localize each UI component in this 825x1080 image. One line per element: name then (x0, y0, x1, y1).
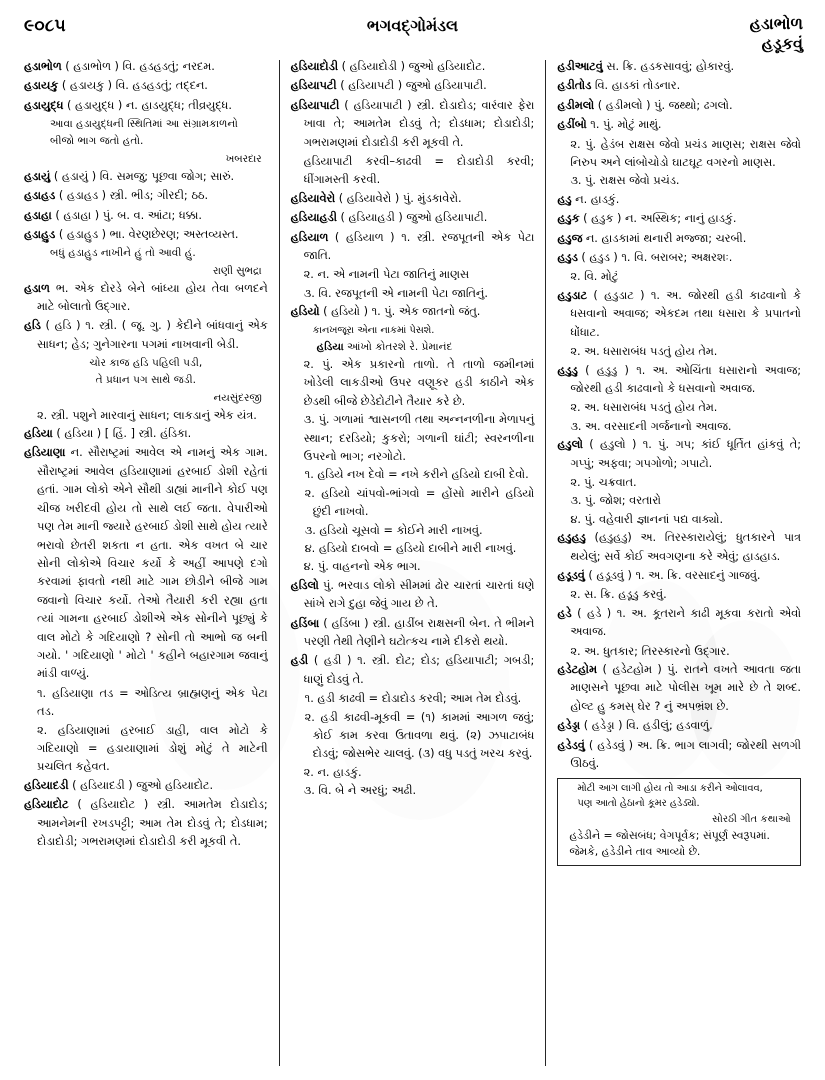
dictionary-entry: હડિયાદોડી ( હડિયાદોડી ) જુઓ હડિયાદોટ. (290, 60, 486, 73)
entry-idiom: ૪. હડિયો દાબવો = હડિયો દાબીને મારી નાખવું. (304, 541, 517, 555)
entry-headword: હડુડ (557, 251, 578, 265)
column-rule (279, 60, 280, 1066)
quotation-keyword: હડિયા (316, 340, 344, 353)
entry-sense: ૧. હડિયાણા તડ = ઓડિત્ય બ્રાહ્મણનું એક પેટા તડ. (37, 686, 268, 719)
guide-word-first: હડાભોળ (749, 14, 803, 33)
entry-headword: હડિયા (24, 427, 53, 441)
entry-idiom: ૨. હડી કાઢવી-મૂકવી = (૧) કામમાં આગળ જવું; કોઈ કામ કરવા ઉતાવળા થવું. (૨) ઝપાટાબંધ દોડવું; જોસભેર ચાલવું. (૩) વધુ પડતું ખરચ કરવું. (304, 710, 535, 761)
entry-headword: હડી (290, 654, 309, 668)
entry-sense: ૨. અ. ધસારાબંધ પડતું હોય તેમ. (570, 401, 718, 415)
footnote-line: પણ આતો હેઠાનો કૂમર હડેડ્યો. (577, 798, 700, 810)
dictionary-entry: હડિયાણા ન. સૌરાષ્ટ્રમાં આવેલ એ નામનું એક ગામ. સૌરાષ્ટ્રમાં આવેલ હડિયાણામાં હરબાઈ ડોશી રહેતાં હતાં. ગામ લોકો એને સૌથી ડાહ્યાં માનીને કોઈ પણ ચીજ ખરીદવી હોય તો સાથે લઈ જતા. વેપારીઓ પણ તેમ માની જ્યારે હરબાઈ ડોશી સાથે હોય ત્યારે ભરાવો છેતરી શકતા ન હતા. એક વખત બે ચાર સોની લોકોએ વિચાર કર્યો કે અહીં આપણે દગો કરવામાં ફાવતો નથી માટે ગામ છોડીને બીજે ગામ જવાનો વિચાર કર્યો. તેઓ તૈયારી કરી રહ્યા હતા ત્યાં ગામના હરબાઈ ડોશીએ એક સોનીને પૂછ્યું કે વાલ મોટો કે ગદિયાણો ? સોની તો આભો જ બની ગયો. ' ગદિયાણો ' મોટો ' કહીને બહારગામ જવાનું માંડી વાળ્યું. (24, 446, 268, 681)
entry-headword: હડૂડવું (557, 568, 585, 582)
entry-idiom: ૧. હડી કાઢવી = દોડાદોડ કરવી; આમ તેમ દોડવું. (304, 692, 522, 706)
entry-quotation: તે પ્રધાન પગ સાથે જડી. (95, 374, 197, 387)
dictionary-entry: હડિયાદડી ( હડિયાદડી ) જુઓ હડિયાદોટ. (24, 778, 214, 792)
entry-sense: ૩. વિ. બે ને અરધું; અઢી. (303, 784, 417, 798)
dictionary-entry: હડિ ( હડિ ) ૧. સ્ત્રી. ( જૂ. ગુ. ) કેદીને બાંધવાનું એક સાધન; હેડ; ગુનેગારના પગમાં નાખવાની બેડી. (24, 319, 268, 351)
entry-headword: હડિયાહડી (290, 211, 337, 225)
quotation-attribution: ખબરદાર (225, 152, 262, 165)
entry-sense: ૨. સ્ત્રી. પશુને મારવાનું સાધન; લાકડાનું એક યંત્ર. (37, 408, 257, 422)
entry-headword: હડિયાદોડી (290, 60, 339, 73)
entry-headword: હડુહડુ (557, 531, 586, 545)
dictionary-entry: હડુ ન. હાડકું. (557, 192, 620, 206)
entry-sense: ૩. પું. જોશ; વરતારો (570, 494, 661, 508)
dictionary-entry: હડી ( હડી ) ૧. સ્ત્રી. દોટ; દોડ; હડિયાપાટી; ગબડી; ધાણું દોડવું તે. (290, 654, 535, 686)
entry-headword: હડીંબો (557, 118, 587, 132)
entry-quotation: ચોર કાજ હડિ પહિલી પડી, (89, 357, 203, 370)
dictionary-entry: હડાહુડ ( હડાહુડ ) ભા. વેરણછેરણ; અસ્તવ્યસ્ત. (24, 227, 239, 241)
entry-headword: હડિયાવેરો (290, 191, 336, 205)
entry-sense: ૨. અ. ધુતકાર; તિરસ્કારનો ઉદ્ગાર. (570, 644, 730, 658)
entry-sense: ૨. વિ. મોટું (570, 270, 619, 284)
entry-quotation: બીજો ભાગ જતો હતો. (50, 135, 144, 148)
dictionary-entry: હડિયાવેરો ( હડિયાવેરો ) પું. મુંડકાવેરો. (290, 191, 462, 205)
entry-sense: ૩. પું. ગળામાં શ્વાસનળી તથા અન્નનળીના મેળાપનું સ્થાન; દરડિયો; કુકરો; ગળાની ઘાંટી; સ્વરનળીના ઉપરનો ભાગ; નરગોટો. (303, 413, 535, 463)
entry-headword: હડિયો (290, 305, 320, 319)
entry-headword: હડીતોડ (557, 79, 592, 93)
entry-sense: ૩. અ. વરસાદની ગર્જનાનો અવાજ. (570, 419, 732, 433)
dictionary-entry: હડીતોડ વિ. હાડકાં તોડનાર. (557, 79, 681, 93)
entry-sense: ૨. પું. એક પ્રકારનો તાળો. તે તાળો જમીનમાં ખોડેલી લાકડીઓ ઉપર વણૂકર હડી કાઠીને એક છેડથી બીજે છેડેદોટીને તૈયાર કરે છે. (303, 357, 535, 408)
entry-headword: હડેટહોમ (557, 663, 597, 676)
column-1 (16, 58, 276, 1068)
dictionary-entry: હડિંબા ( હડિંબા ) સ્ત્રી. હાડીંબ રાક્ષસની બેન. તે ભીમને પરણી તેથી તેણીને ઘટોત્કચ નામે દીકરો થયો. (290, 616, 535, 649)
dictionary-entry: હડુલો ( હડુલો ) ૧. પું. ગપ; કાંઈ ધૂર્તિત હાંકવું તે; ગપ્પું; અફવા; ગપગોળો; ગપાટો. (557, 438, 802, 470)
entry-sense: ૨. પું. ચક્રવાત. (570, 475, 637, 489)
dictionary-entry: હડાભોળ ( હડાભોળ ) વિ. હડહડતું; નરદમ. (24, 60, 215, 73)
dictionary-entry: હડીમલો ( હડીમલો ) પું. જથ્થો; ઢગલો. (557, 98, 733, 112)
dictionary-entry: હડાયકુ ( હડાયકુ ) વિ. હડહડતું; તદ્દન. (24, 79, 208, 93)
dictionary-entry: હડિયો ( હડિયો ) ૧. પું. એક જાતનો જંતુ. (290, 305, 481, 319)
entry-sense: ૨. ન. એ નામની પેટા જાતિનું માણસ (303, 268, 470, 282)
dictionary-entry: હડાહા ( હડાહા ) પું. બ. વ. આંટા; ધક્કા. (24, 208, 202, 222)
entry-sense: ૨. પું. હેડંબ રાક્ષસ જેવો પ્રચંડ માણસ; રાક્ષસ જેવો નિરુપ અને લાંબોચોડો ઘાટઘૂટ વગરનો માણસ. (570, 137, 802, 170)
entry-headword: હડિયાપટી (290, 79, 337, 93)
entry-headword: હડિંબા (290, 616, 320, 630)
entry-sense: ૪. પું. વાહનનો એક ભાગ. (303, 560, 421, 574)
footnote-line: મોટી આગ લાગી હોય તો આડા કરીને ઓલાવવ, (577, 783, 763, 795)
entry-quotation: આવા હડાયુદ્ધની સ્થિતિમાં આ સંગ્રામકાળનો (50, 118, 238, 131)
dictionary-entry: હડાહડ ( હડાહડ ) સ્ત્રી. ભીડ; ગીરદી; ઠઠ. (24, 189, 209, 203)
entry-sense: હડિયાપાટી કરવી–કાઢવી = દોડાદોડી કરવી; ધીંગામસ્તી કરવી. (303, 155, 535, 187)
guide-words (750, 14, 803, 54)
dictionary-entry: હડીંબો ૧. પું. મોટું માથું. (557, 118, 662, 132)
dictionary-entry: હડેડવું ( હડેડવું ) અ. ક્રિ. ભાગ લાગવી; જોરથી સળગી ઊઠવું. (557, 738, 802, 771)
folio-number: ૯૦૮૫ (24, 16, 67, 36)
book-title: ભગવદ્ગોમંડલ (366, 16, 459, 35)
entry-headword: હડાળ (24, 281, 50, 295)
entry-idiom: ૧. હડિયે નખ દેવો = નખે કરીને હડિયો દાબી દેવો. (304, 468, 529, 482)
quotation-attribution: પ્રેમાનંદ (421, 340, 453, 353)
dictionary-entry: હડિયાપાટી ( હડિયાપાટી ) સ્ત્રી. દોડાદોડ; વારંવાર ફેરા ખાવા તે; આમતેમ દોડવું તે; દોડધામ; દોડાદોડી; ગભરામણમાં દોડાદોડી કરી મૂકવી તે. (290, 98, 535, 149)
entry-headword: હડુડુ (557, 363, 578, 377)
entry-headword: હડિયાપાટી (290, 98, 340, 112)
entry-headword: હડુલો (557, 438, 583, 452)
entry-headword: હડુડાટ (557, 288, 588, 302)
entry-headword: હડિયાદડી (24, 778, 69, 792)
running-head (16, 14, 809, 58)
entry-sense: ૨. હડિયાણામાં હરબાઈ ડાહી, વાલ મોટો કે ગદિયાણો = હડાયાણામાં ડોશું મોટું તે માટેની પ્રચલિત કહેવત. (37, 723, 268, 774)
dictionary-entry: હડિયાહડી ( હડિયાહડી ) જુઓ હડિયાપાટી. (290, 211, 488, 225)
entry-headword: હડાહુડ (24, 227, 56, 241)
entry-sense: ૪. પું. વહેવારી જ્ઞાનનાં પદ્ય વાક્યો. (570, 512, 724, 526)
entry-sense: ૩. પું. રાક્ષસ જેવો પ્રચંડ. (570, 174, 680, 188)
dictionary-entry: હડીઆટવું સ. ક્રિ. હડકસાવવું; હોકારવું. (557, 60, 735, 73)
dictionary-entry: હડિયા ( હડિયા ) [ હિં. ] સ્ત્રી. હંડિકા. (24, 427, 192, 441)
footnote-box (557, 778, 801, 866)
entry-headword: હડાયું (24, 169, 51, 183)
entry-headword: હડીઆટવું (557, 60, 603, 73)
quotation-attribution: નયસુંદરજી (213, 391, 262, 404)
dictionary-entry: હડેડ્ડા ( હડેડ્ડા ) વિ. હડીલું; હડવાળું. (557, 719, 713, 733)
dictionary-entry: હડૂડવું ( હડૂડવું ) ૧. અ. ક્રિ. વરસાદનું ગાજવું. (557, 568, 761, 582)
column-rule (545, 60, 546, 1066)
dictionary-entry: હડુડુ ( હડુડુ ) ૧. અ. ઓચિંતા ધસારાનો અવાજ; જોરથી હડી કાઢવાનો કે ધસવાનો અવાજ. (557, 363, 802, 395)
entry-sense: ૨. સ. ક્રિ. હડૂડુ કરવું. (570, 588, 667, 602)
entry-headword: હડાભોળ (24, 60, 62, 73)
dictionary-entry: હડિલો પું. ભરવાડ લોકો સીમમાં ઢોર ચારતાં ચારતાં ધણે સાંખે રાગે દુહા જેવું ગાય છે તે. (290, 578, 535, 611)
entry-headword: હડુજ (557, 231, 583, 245)
dictionary-entry: હડાયુદ્ધ ( હડાયુદ્ધ ) ન. હાડયુદ્ધ; તીવ્રયુદ્ધ. (24, 98, 232, 112)
footnote-attribution: સોરઠી ગીત કથાઓ (712, 813, 792, 825)
dictionary-entry: હડુજ ન. હાડકામાં થનારી મજ્જા; ચરબી. (557, 231, 747, 245)
dictionary-entry: હડાયું ( હડાયું ) વિ. સમજુ; પૂછવા જોગ; સારું. (24, 169, 235, 183)
entry-idiom: ૨. હડિયો ચાંપવો-ભાંગવો = હોંસો મારીને હડિયો છુંદી નાખવો. (304, 486, 535, 519)
entry-headword: હડુક (557, 212, 580, 226)
entry-headword: હડીમલો (557, 98, 595, 112)
footnote-equation: હડેડીને = જોસબંધ; વેગપૂર્વક; સંપૂર્ણ સ્વરૂપમાં. જેમકે, હડેડીને તાવ આવ્યો છે. (569, 828, 770, 859)
entry-sense: ૨. અ. ધસારાબંધ પડતું હોય તેમ. (570, 345, 718, 359)
entry-quotation: હડિયા આંખો કોતરશે રે. પ્રેમાનંદ (316, 340, 453, 353)
entry-note: કાનખજૂરા એના નાકમાં પેસશે. (312, 324, 435, 336)
dictionary-entry: હડિયાપટી ( હડિયાપટી ) જુઓ હડિયાપાટી. (290, 79, 487, 93)
dictionary-entry: હડાળ ભ. એક દોરડે બેને બાંધ્યા હોય તેવા બળદને માટે બોલાતો ઉદ્ગાર. (24, 281, 268, 313)
dictionary-entry: હડેટહોમ ( હડેટહોમ ) પું. રાતને વખતે આવતા જતા માણસને પૂછવા માટે પોલીસ ખૂમ મારે છે તે શબ્દ. હોલ્ટ હુ કમસ્ ઘેર ? નું અપભ્રંશ છે. (557, 663, 802, 713)
entry-sense: ૨. ન. હાડકું. (303, 765, 362, 779)
dictionary-entry: હડુડાટ ( હડુડાટ ) ૧. અ. જોરથી હડી કાઢવાનો કે ધસવાનો અવાજ; એકદમ તથા ધસારા કે પ્રપાતનો ધોંધાટ. (557, 288, 802, 339)
entry-headword: હડાહા (24, 208, 52, 222)
entry-headword: હડે (557, 606, 572, 620)
entry-headword: હડેડ્ડા (557, 719, 581, 733)
entry-headword: હડાયુદ્ધ (24, 98, 64, 112)
entry-quotation: બધું હડાહુડ નાખીને હું તો આવી હું. (50, 247, 196, 260)
entry-headword: હડિયાદોટ (24, 798, 69, 812)
column-2 (283, 58, 543, 1068)
dictionary-entry: હડુહડુ (હડુહડુ) અ. તિરસ્કારાયેલું; ધુતકારને પાત્ર થયેલું; સર્વે કોઈ અવગણના કરે એવું; હાડહાડ. (557, 531, 802, 563)
column-3 (549, 58, 809, 1068)
dictionary-entry: હડુક ( હડુક ) ન. અસ્થિક; નાનું હાડકું. (557, 212, 737, 226)
dictionary-entry: હડિયાળ ( હડિયાળ ) ૧. સ્ત્રી. રજપૂતની એક પેટા જાતિ. (290, 230, 535, 263)
entry-headword: હડિયાણા (24, 446, 66, 460)
quotation-attribution: રાણી સુભદ્રા (213, 264, 262, 277)
entry-headword: હડાહડ (24, 189, 56, 203)
entry-headword: હડિલો (290, 578, 319, 592)
text-columns (16, 58, 809, 1068)
entry-headword: હડિ (24, 319, 41, 333)
entry-headword: હડેડવું (557, 738, 585, 752)
entry-headword: હડુ (557, 192, 572, 206)
dictionary-entry: હડિયાદોટ ( હડિયાદોટ ) સ્ત્રી. આમતેમ દોડાદોડ; આમનેમની રખડપટ્ટી; આમ તેમ દોડવું તે; દોડધામ; દોડાદોડી; ગભરામણમાં દોડાદોડી કરી મૂકવી તે. (24, 798, 268, 848)
entry-sense: ૩. વિ. રજપૂતની એ નામની પેટા જાતિનું. (303, 286, 488, 300)
guide-word-last: હડૂકવું (761, 34, 803, 53)
dictionary-entry: હડે ( હડે ) ૧. અ. કૂતરાને કાઢી મૂકવા કરાતો એવો અવાજ. (557, 606, 802, 639)
entry-headword: હડિયાળ (290, 230, 329, 244)
entry-idiom: ૩. હડિયો ચૂસવો = કોઈને મારી નાખવું. (304, 523, 483, 537)
dictionary-entry: હડુડ ( હડુડ ) ૧. વિ. બરાબર; અક્ષરશઃ. (557, 251, 733, 265)
entry-headword: હડાયકુ (24, 79, 59, 93)
